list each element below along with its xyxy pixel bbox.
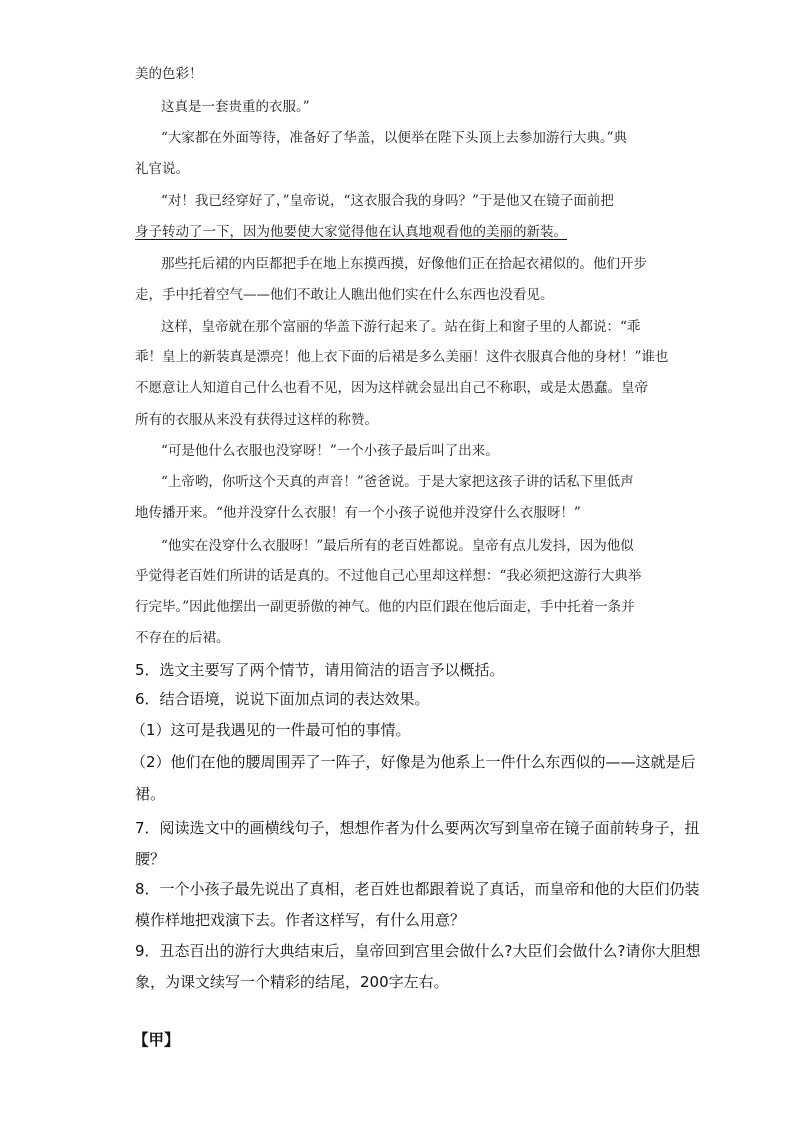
passage-line: 走，手中托着空气——他们不敢让人瞧出他们实在什么东西也没看见。	[135, 287, 554, 303]
section-marker: 【甲】	[133, 1031, 180, 1049]
question-9-cont: 象，为课文续写一个精彩的结尾，200字左右。	[135, 973, 449, 991]
passage-line: 行完毕。”因此他摆出一副更骄傲的神气。他的内臣们跟在他后面走，手中托着一条并	[135, 599, 635, 615]
passage-line: 乖！皇上的新装真是漂亮！他上衣下面的后裙是多么美丽！这件衣服真合他的身材！”谁也	[135, 349, 669, 365]
passage-line: “他实在没穿什么衣服呀！”最后所有的老百姓都说。皇帝有点儿发抖，因为他似	[161, 538, 634, 554]
passage-line: 不存在的后裙。	[135, 630, 230, 646]
passage-line: “可是他什么衣服也没穿呀！”一个小孩子最后叫了出来。	[161, 443, 499, 459]
passage-line: 那些托后裙的内臣都把手在地上东摸西摸，好像他们正在拾起衣裙似的。他们开步	[161, 256, 647, 272]
question-7-cont: 腰？	[135, 850, 166, 868]
passage-line: 礼官说。	[135, 161, 189, 177]
passage-line: 乎觉得老百姓们所讲的话是真的。不过他自己心里却这样想：“我必须把这游行大典举	[135, 568, 642, 584]
question-6: 6．结合语境，说说下面加点词的表达效果。	[135, 690, 430, 708]
passage-line: 美的色彩！	[135, 66, 203, 82]
passage-line: 这真是一套贵重的衣服。”	[161, 99, 310, 115]
question-6-item-2-cont: 裙。	[135, 785, 166, 803]
question-7: 7．阅读选文中的画横线句子，想想作者为什么要两次写到皇帝在镜子面前转身子，扭	[135, 819, 700, 837]
passage-line: “上帝哟，你听这个天真的声音！”爸爸说。于是大家把这孩子讲的话私下里低声	[161, 474, 634, 490]
passage-line: “大家都在外面等待，准备好了华盖，以便举在陛下头顶上去参加游行大典。”典	[161, 130, 628, 146]
question-6-item-1: （1）这可是我遇见的一件最可怕的事情。	[131, 721, 411, 739]
question-9: 9．丑态百出的游行大典结束后，皇帝回到宫里会做什么?大臣们会做什么?请你大胆想	[135, 942, 701, 960]
passage-line: 不愿意让人知道自己什么也看不见，因为这样就会显出自己不称职，或是太愚蠢。皇帝	[135, 380, 648, 396]
question-6-item-2: （2）他们在他的腰周围弄了一阵子，好像是为他系上一件什么东西似的——这就是后	[131, 753, 696, 771]
underlined-sentence: 身子转动了一下，因为他要使大家觉得他在认真地观看他的美丽的新装。	[135, 224, 567, 240]
passage-line: 所有的衣服从来没有获得过这样的称赞。	[135, 412, 378, 428]
passage-line: 地传播开来。“他并没穿什么衣服！有一个小孩子说他并没穿什么衣服呀！”	[135, 505, 581, 521]
question-8-cont: 模作样地把戏演下去。作者这样写，有什么用意？	[135, 911, 466, 929]
question-8: 8．一个小孩子最先说出了真相，老百姓也都跟着说了真话，而皇帝和他的大臣们仍装	[135, 880, 700, 898]
question-5: 5．选文主要写了两个情节，请用简洁的语言予以概括。	[135, 661, 505, 679]
passage-line: 这样，皇帝就在那个富丽的华盖下游行起来了。站在街上和窗子里的人都说：“乖	[161, 319, 641, 335]
passage-line: “对！我已经穿好了，”皇帝说，“这衣服合我的身吗？”于是他又在镜子面前把	[161, 193, 614, 209]
